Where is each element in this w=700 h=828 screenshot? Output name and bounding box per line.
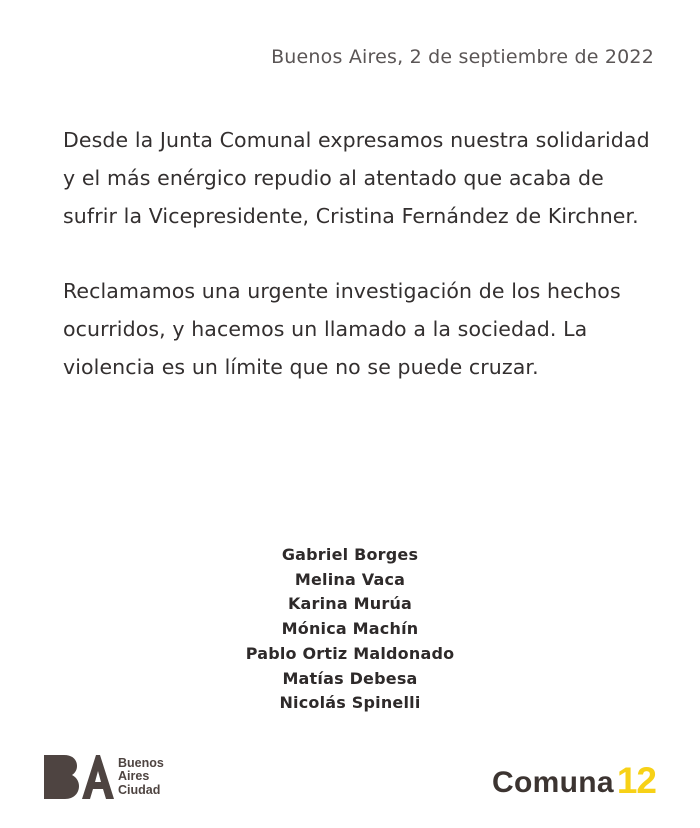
- signatory-name: Pablo Ortiz Maldonado: [245, 643, 455, 663]
- signatory-name: Nicolás Spinelli: [279, 693, 421, 713]
- signatory-name: Karina Murúa: [287, 594, 413, 614]
- signatory-name: Matías Debesa: [282, 668, 418, 688]
- signatory-name: Melina Vaca: [294, 569, 406, 589]
- ba-logo-line: Ciudad: [118, 782, 161, 797]
- document-date: Buenos Aires, 2 de septiembre de 2022: [271, 46, 654, 68]
- signatories-list: [0, 543, 700, 716]
- ba-letters-icon: [44, 755, 114, 799]
- comuna-logo-number: 12: [616, 760, 656, 801]
- ba-logo-text: [118, 757, 164, 798]
- comuna-logo-word: Comuna: [492, 766, 614, 799]
- comuna-12-logo: [492, 760, 656, 800]
- statement-paragraph-1: Desde la Junta Comunal expresamos nuestra solidaridad y el más enérgico repudio al atentado que acaba de sufrir la Vicepresidente, Cristina Fernández de Kirchner.: [63, 128, 650, 228]
- signatory-name: Gabriel Borges: [281, 545, 419, 564]
- statement-body: [63, 121, 663, 423]
- signatory-name: Mónica Machín: [281, 619, 419, 639]
- statement-paragraph-2: Reclamamos una urgente investigación de los hechos ocurridos, y hacemos un llamado a la sociedad. La violencia es un límite que no se puede cruzar.: [63, 279, 621, 379]
- ba-logo-line: Buenos: [118, 755, 164, 770]
- buenos-aires-ciudad-logo: [44, 755, 164, 799]
- ba-logo-line: Aires: [118, 769, 150, 784]
